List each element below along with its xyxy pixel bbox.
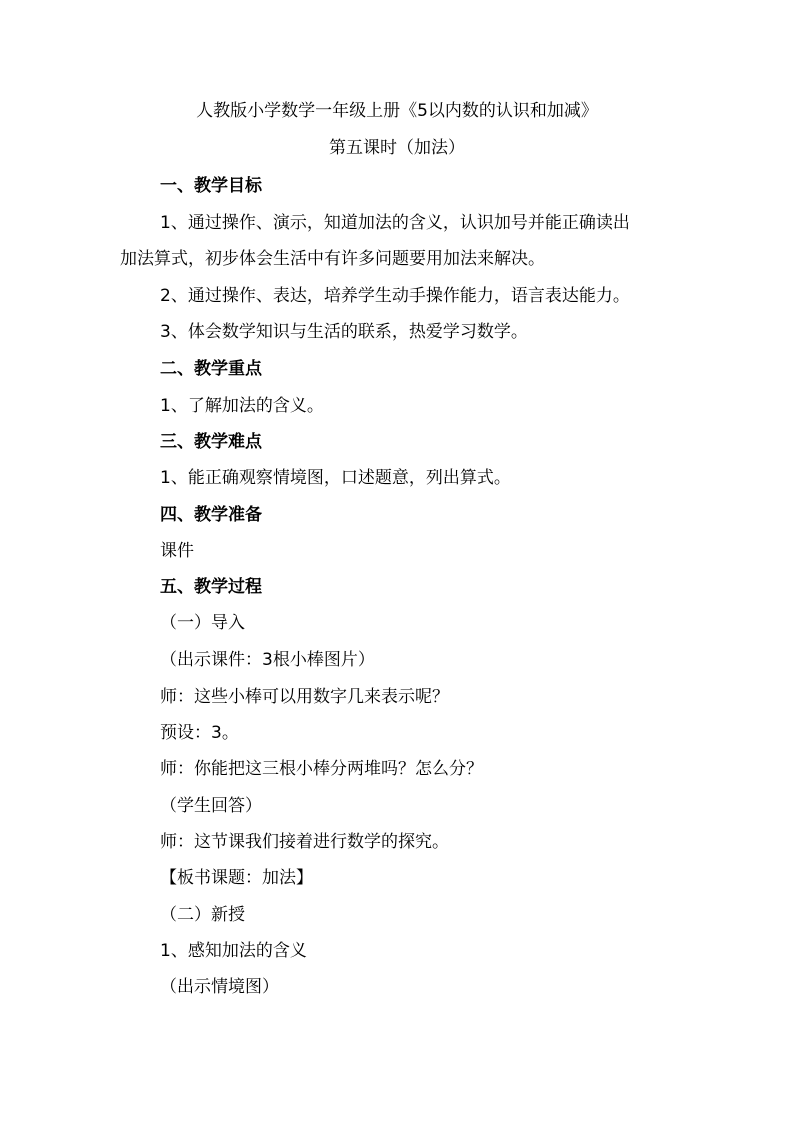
teacher-question-2: 师：你能把这三根小棒分两堆吗？怎么分？ — [160, 759, 483, 779]
show-courseware-sticks: （出示课件：3根小棒图片） — [160, 650, 375, 670]
section-heading-difficulties: 三、教学难点 — [160, 432, 262, 452]
teacher-question-1: 师：这些小棒可以用数字几来表示呢？ — [160, 687, 449, 707]
key-point-1: 1、了解加法的含义。 — [160, 396, 324, 416]
objective-1-line-1: 1、通过操作、演示，知道加法的含义，认识加号并能正确读出 — [160, 213, 630, 233]
part-1-label: （一）导入 — [160, 613, 245, 633]
student-answer: （学生回答） — [160, 796, 262, 816]
objective-2: 2、通过操作、表达，培养学生动手操作能力，语言表达能力。 — [160, 286, 630, 306]
board-title: 【板书课题：加法】 — [160, 868, 313, 888]
section-heading-objectives: 一、教学目标 — [160, 176, 262, 196]
teacher-intro: 师：这节课我们接着进行数学的探究。 — [160, 832, 449, 852]
section-heading-key-points: 二、教学重点 — [160, 359, 262, 379]
document-subtitle: 第五课时（加法） — [329, 138, 465, 158]
objective-1-line-2: 加法算式，初步体会生活中有许多问题要用加法来解决。 — [120, 249, 545, 269]
show-scene: （出示情境图） — [160, 977, 279, 997]
document-title: 人教版小学数学一年级上册《5以内数的认识和加减》 — [196, 101, 598, 121]
section-heading-process: 五、教学过程 — [160, 577, 262, 597]
preparation-text: 课件 — [160, 541, 194, 561]
section-heading-preparation: 四、教学准备 — [160, 505, 262, 525]
part-2-label: （二）新授 — [160, 905, 245, 925]
expected-answer: 预设：3。 — [160, 723, 239, 743]
objective-3: 3、体会数学知识与生活的联系，热爱学习数学。 — [160, 322, 528, 342]
difficulty-1: 1、能正确观察情境图，口述题意，列出算式。 — [160, 468, 511, 488]
step-1: 1、感知加法的含义 — [160, 941, 307, 961]
